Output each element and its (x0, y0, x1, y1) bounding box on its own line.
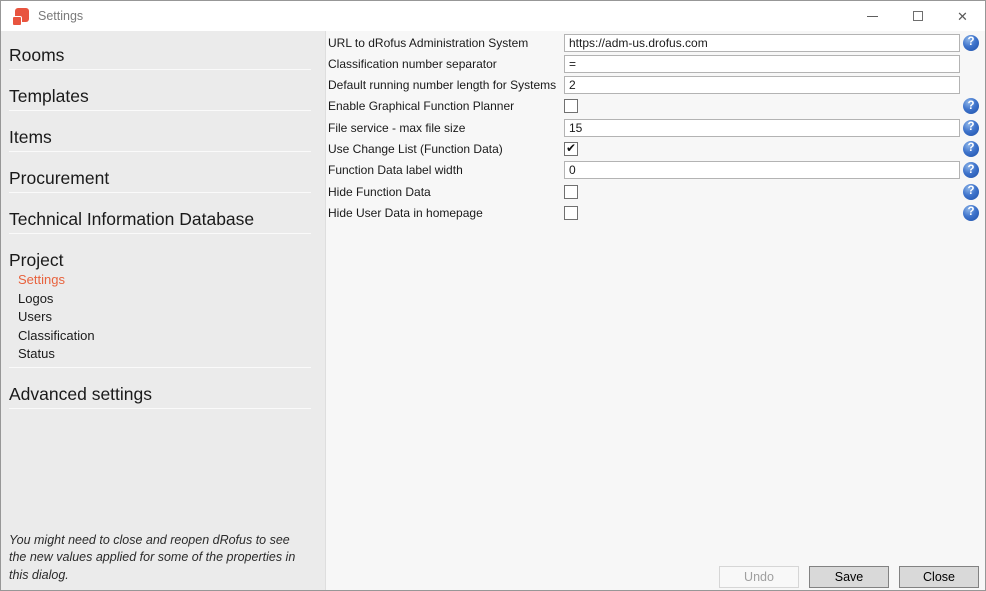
close-window-button[interactable] (940, 1, 985, 31)
nav-divider (9, 151, 311, 152)
sidebar-item-advanced-settings[interactable]: Advanced settings (9, 383, 153, 404)
classification-number-separator-input[interactable] (564, 55, 960, 73)
nav-divider (9, 69, 311, 70)
nav-divider (9, 110, 311, 111)
help-slot (963, 120, 979, 136)
field-label-use-change-list-function-data: Use Change List (Function Data) (328, 141, 503, 156)
sidebar-subitem-classification[interactable]: Classification (18, 327, 95, 343)
field-control (564, 142, 960, 156)
help-slot (963, 77, 979, 93)
field-control (564, 161, 960, 179)
save-button[interactable]: Save (809, 566, 889, 588)
help-slot (963, 98, 979, 114)
field-control (564, 99, 960, 113)
restart-note: You might need to close and reopen dRofus to see the new values applied for some of the properties in this dialog. (9, 532, 296, 582)
field-control (564, 34, 960, 52)
drofus-icon-small-square (12, 16, 22, 26)
form-row (328, 162, 985, 179)
form-row (328, 140, 985, 157)
nav-subitems (1, 271, 325, 364)
help-slot (963, 205, 979, 221)
maximize-button[interactable] (895, 1, 940, 31)
enable-graphical-function-planner-checkbox[interactable] (564, 99, 578, 113)
form-row (328, 77, 985, 94)
titlebar (1, 1, 985, 31)
sidebar-subitem-logos[interactable]: Logos (18, 290, 54, 306)
minimize-icon (867, 16, 878, 17)
dialog-body (1, 31, 985, 590)
nav-sections (1, 44, 325, 409)
form-row (328, 183, 985, 200)
hide-function-data-checkbox[interactable] (564, 185, 578, 199)
field-label-file-service-max-file-size: File service - max file size (328, 120, 466, 135)
window-controls (850, 1, 985, 31)
nav-divider (9, 367, 311, 368)
nav-section (1, 249, 325, 368)
form-row (328, 98, 985, 115)
sidebar-subitem-status[interactable]: Status (18, 346, 55, 362)
help-slot (963, 56, 979, 72)
window-title: Settings (38, 9, 84, 23)
sidebar-subitem-users[interactable]: Users (18, 309, 52, 325)
undo-button[interactable]: Undo (719, 566, 799, 588)
field-control (564, 206, 960, 220)
sidebar-item-items[interactable]: Items (9, 127, 52, 147)
form-row (328, 119, 985, 136)
nav-section (1, 85, 325, 111)
settings-nav-sidebar (1, 31, 326, 590)
sidebar-subitem-settings[interactable]: Settings (18, 272, 65, 287)
nav-section (1, 383, 325, 409)
nav-section (1, 208, 325, 234)
settings-form-panel (326, 31, 985, 590)
function-data-label-width-input[interactable] (564, 161, 960, 179)
help-slot (963, 162, 979, 178)
sidebar-item-templates[interactable]: Templates (9, 86, 89, 106)
form-rows (328, 34, 985, 221)
help-icon[interactable]: ? (963, 205, 979, 221)
field-control (564, 119, 960, 137)
form-row (328, 204, 985, 221)
footer-buttons (719, 566, 979, 588)
nav-divider (9, 408, 311, 409)
checkmark-icon: ✔ (565, 140, 577, 155)
help-slot (963, 141, 979, 157)
maximize-icon (913, 11, 923, 21)
form-row (328, 34, 985, 51)
field-label-function-data-label-width: Function Data label width (328, 163, 463, 178)
minimize-button[interactable] (850, 1, 895, 31)
default-running-number-length-for-systems-input[interactable] (564, 76, 960, 94)
field-label-default-running-number-length-for-systems: Default running number length for Systems (328, 78, 557, 93)
help-icon[interactable]: ? (963, 98, 979, 114)
form-row (328, 55, 985, 72)
nav-section (1, 44, 325, 70)
nav-divider (9, 192, 311, 193)
sidebar-item-technical-information-database[interactable]: Technical Information Database (9, 209, 255, 229)
field-control (564, 76, 960, 94)
field-control (564, 55, 960, 73)
field-label-url-to-drofus-administration-system: URL to dRofus Administration System (328, 35, 529, 50)
sidebar-item-rooms[interactable]: Rooms (9, 45, 65, 65)
nav-section (1, 167, 325, 193)
field-label-classification-number-separator: Classification number separator (328, 56, 497, 71)
help-slot (963, 35, 979, 51)
help-icon[interactable]: ? (963, 141, 979, 157)
field-label-hide-user-data-in-homepage: Hide User Data in homepage (328, 205, 483, 220)
help-slot (963, 184, 979, 200)
help-icon[interactable]: ? (963, 120, 979, 136)
field-label-hide-function-data: Hide Function Data (328, 184, 431, 199)
use-change-list-function-data-checkbox[interactable] (564, 142, 578, 156)
sidebar-item-project[interactable]: Project (9, 250, 64, 270)
close-icon: ✕ (957, 8, 968, 24)
nav-divider (9, 233, 311, 234)
close-dialog-button[interactable]: Close (899, 566, 979, 588)
sidebar-item-procurement[interactable]: Procurement (9, 168, 110, 188)
help-icon[interactable]: ? (963, 184, 979, 200)
hide-user-data-in-homepage-checkbox[interactable] (564, 206, 578, 220)
help-icon[interactable]: ? (963, 162, 979, 178)
help-icon[interactable]: ? (963, 35, 979, 51)
nav-section (1, 126, 325, 152)
field-control (564, 185, 960, 199)
drofus-app-icon (11, 7, 30, 26)
url-to-drofus-administration-system-input[interactable] (564, 34, 960, 52)
field-label-enable-graphical-function-planner: Enable Graphical Function Planner (328, 99, 515, 114)
file-service-max-file-size-input[interactable] (564, 119, 960, 137)
